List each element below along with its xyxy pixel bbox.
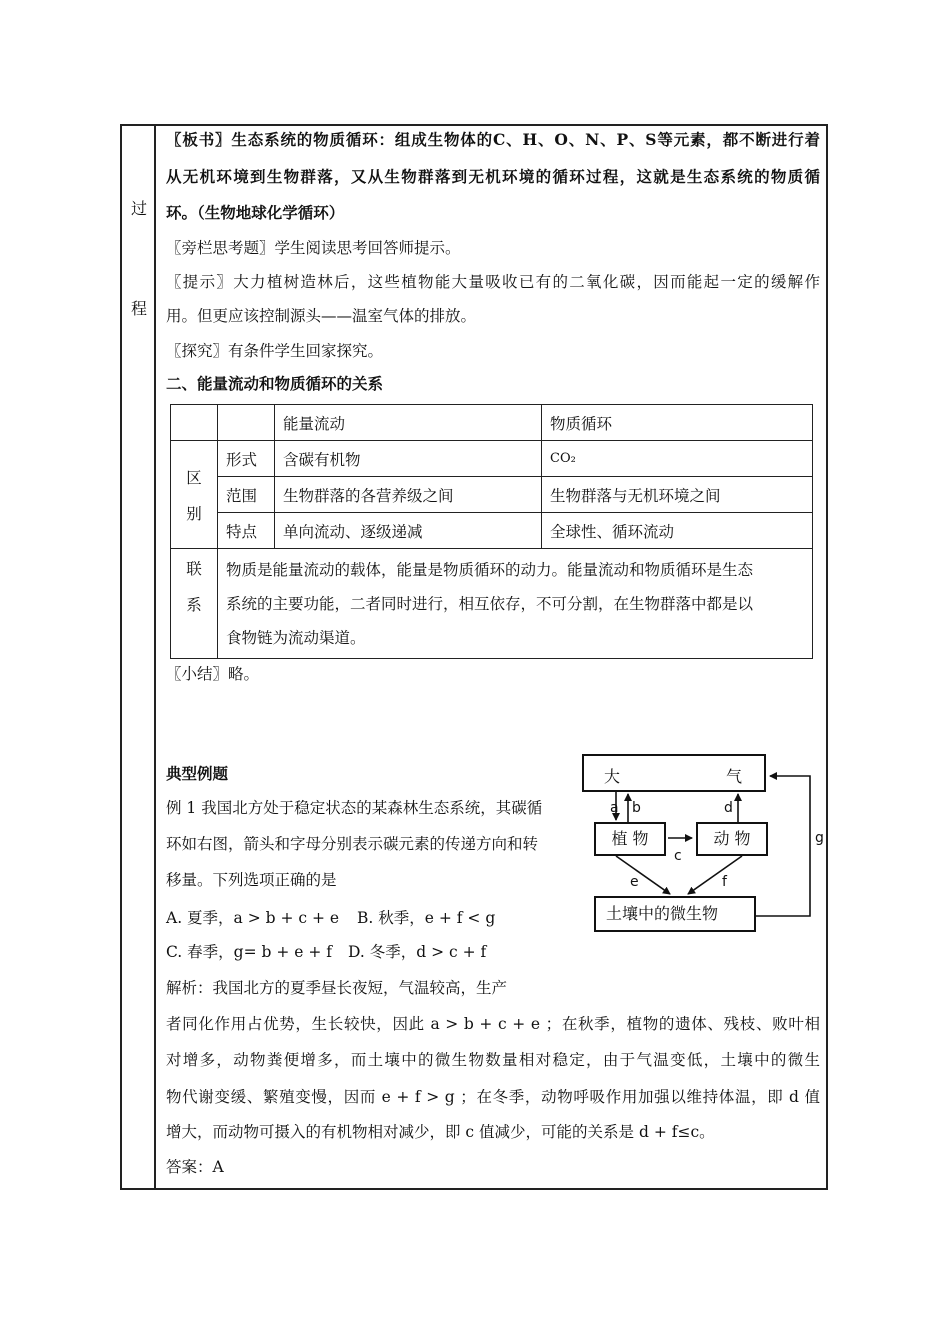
aspect-cell: 范围	[218, 477, 275, 513]
difference-label-char-1: 区	[186, 468, 202, 487]
link-label	[171, 549, 218, 659]
board-note-line-1: 〖板书〗生态系统的物质循环：组成生物体的C、H、O、N、P、S等元素，都不断进行着	[166, 130, 820, 149]
analysis-line-5: 增大，而动物可摄入的有机物相对减少，即 c 值减少，可能的关系是 d + f≤c。	[166, 1123, 715, 1141]
hint-line-2: 用。但更应该控制源头——温室气体的排放。	[166, 307, 477, 325]
arrow-f	[688, 856, 742, 894]
label-c: c	[674, 848, 682, 864]
atmosphere-box	[582, 754, 766, 792]
link-text-line-2: 系统的主要功能，二者同时进行，相互依存，不可分割，在生物群落中都是以	[226, 594, 754, 613]
matter-cell: 生物群落与无机环境之间	[542, 477, 813, 513]
energy-cell: 生物群落的各营养级之间	[275, 477, 542, 513]
question-line-2: 环如右图，箭头和字母分别表示碳元素的传递方向和转	[166, 835, 539, 853]
matter-cell: CO₂	[542, 441, 813, 477]
energy-cell: 单向流动、逐级递减	[275, 513, 542, 549]
label-b: b	[632, 800, 641, 816]
link-row	[171, 549, 813, 659]
header-matter-cycle: 物质循环	[542, 405, 813, 441]
summary-line: 〖小结〗略。	[166, 665, 260, 683]
label-d: d	[724, 800, 733, 816]
matter-cell: 全球性、循环流动	[542, 513, 813, 549]
analysis-line-4: 物代谢变缓、繁殖变慢，因而 e + f > g ；在冬季，动物呼吸作用加强以维持体温，即 d 值	[166, 1088, 820, 1106]
label-a: a	[610, 800, 619, 816]
aspect-cell: 形式	[218, 441, 275, 477]
animal-box: 动 物	[696, 822, 768, 856]
question-line-1: 例 1 我国北方处于稳定状态的某森林生态系统，其碳循	[166, 799, 543, 817]
link-text	[218, 549, 813, 659]
option-a: A. 夏季，a > b + c + e	[166, 909, 340, 927]
answer-line: 答案：A	[166, 1158, 224, 1176]
table-row	[171, 513, 813, 549]
table-row	[171, 477, 813, 513]
link-text-line-3: 食物链为流动渠道。	[226, 628, 366, 647]
example-title: 典型例题	[166, 764, 229, 783]
sidebar-question: 〖旁栏思考题〗学生阅读思考回答师提示。	[166, 239, 461, 257]
table-cell-empty	[171, 405, 218, 441]
label-e: e	[630, 874, 639, 890]
header-energy-flow: 能量流动	[275, 405, 542, 441]
question-line-3: 移量。下列选项正确的是	[166, 871, 337, 889]
board-note-line-2: 从无机环境到生物群落，又从生物群落到无机环境的循环过程，这就是生态系统的物质循	[166, 167, 820, 186]
plant-box: 植 物	[594, 822, 666, 856]
table-header-row	[171, 405, 813, 441]
section-title: 二、能量流动和物质循环的关系	[166, 374, 384, 393]
difference-label-char-2: 别	[186, 504, 202, 523]
label-g: g	[815, 830, 824, 846]
atmosphere-char-1: 大	[604, 767, 621, 786]
option-b: B. 秋季，e + f < g	[357, 909, 496, 927]
explore-line: 〖探究〗有条件学生回家探究。	[166, 342, 384, 360]
option-d: D. 冬季，d > c + f	[348, 943, 487, 961]
board-note-line-3: 环。（生物地球化学循环）	[166, 203, 345, 222]
link-text-line-1: 物质是能量流动的载体，能量是物质循环的动力。能量流动和物质循环是生态	[226, 560, 754, 579]
column-divider	[154, 124, 156, 1190]
option-c: C. 春季，g= b + e + f	[166, 943, 333, 961]
difference-label	[171, 441, 218, 549]
link-label-char-1: 联	[186, 560, 202, 578]
side-label-char-1: 过	[130, 199, 147, 218]
link-label-char-2: 系	[186, 596, 202, 614]
relationship-table	[170, 404, 813, 659]
atmosphere-char-2: 气	[726, 767, 743, 786]
label-f: f	[722, 874, 727, 890]
table-cell-empty	[218, 405, 275, 441]
analysis-line-1: 解析：我国北方的夏季昼长夜短，气温较高，生产	[166, 979, 508, 997]
aspect-cell: 特点	[218, 513, 275, 549]
soil-microbe-box: 土壤中的微生物	[594, 896, 756, 932]
side-label-char-2: 程	[130, 299, 147, 318]
carbon-cycle-diagram	[582, 746, 830, 946]
analysis-line-2: 者同化作用占优势，生长较快，因此 a > b + c + e ；在秋季，植物的遗体、残枝、败叶相	[166, 1015, 820, 1033]
hint-line-1: 〖提示〗大力植树造林后，这些植物能大量吸收已有的二氧化碳，因而能起一定的缓解作	[166, 273, 820, 291]
energy-cell: 含碳有机物	[275, 441, 542, 477]
table-row	[171, 441, 813, 477]
arrow-e	[616, 856, 670, 894]
analysis-line-3: 对增多，动物粪便增多，而土壤中的微生物数量相对稳定，由于气温变低，土壤中的微生	[166, 1051, 820, 1069]
